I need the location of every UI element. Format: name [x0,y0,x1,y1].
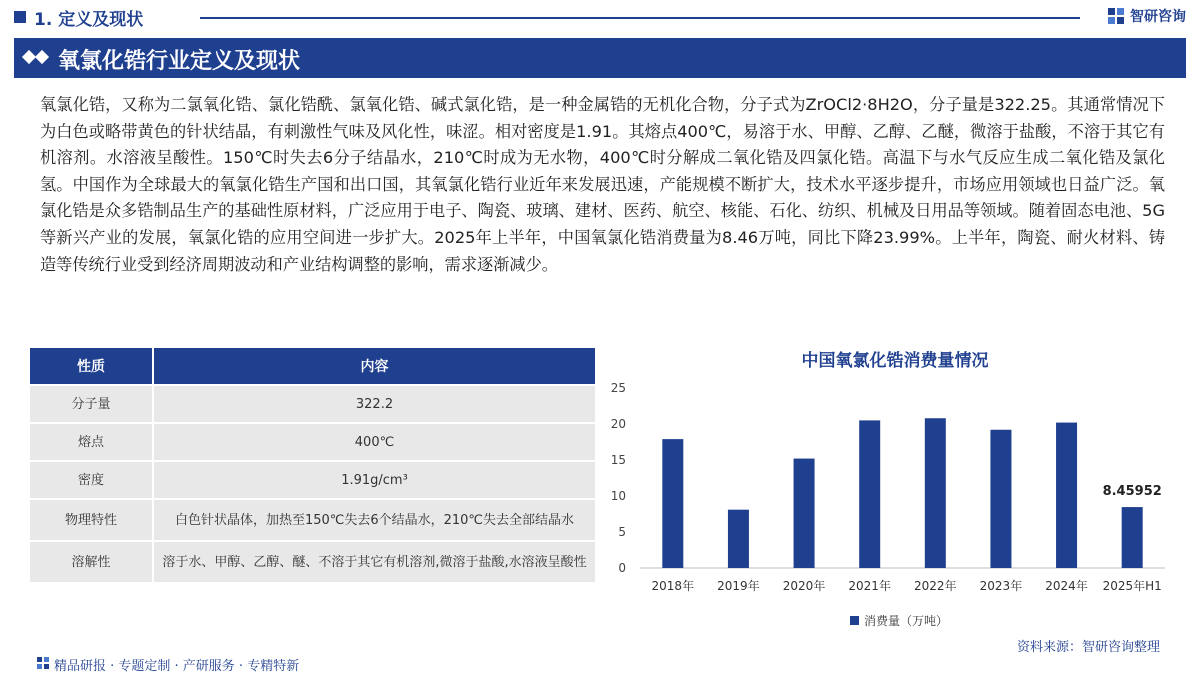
y-tick-label: 0 [618,561,626,575]
table-cell-content: 400℃ [153,423,595,461]
diamond-icon [35,50,49,64]
bar-2018年 [662,439,683,568]
y-tick-label: 5 [618,525,626,539]
x-tick-label: 2023年 [979,579,1023,593]
bar-2025年H1 [1122,507,1143,568]
x-tick-label: 2019年 [717,579,760,593]
brand [1107,6,1186,26]
bar-2020年 [794,459,815,568]
table-cell-property: 物理特性 [30,499,153,541]
x-tick-label: 2018年 [651,579,695,593]
table-cell-property: 熔点 [30,423,153,461]
table-header-content: 内容 [153,348,595,385]
x-tick-label: 2020年 [782,579,826,593]
legend-label: 消费量（万吨） [864,614,949,628]
table-row [30,461,595,499]
y-tick-label: 10 [610,489,626,503]
table-row [30,423,595,461]
chart-title: 中国氧氯化锆消费量情况 [801,351,989,371]
consumption-bar-chart [600,370,1180,610]
table-cell-content: 白色针状晶体，加热至150℃失去6个结晶水，210℃失去全部结晶水 [153,499,595,541]
bar-2024年 [1056,423,1077,568]
bar-2023年 [990,430,1011,568]
table-row [30,385,595,423]
x-tick-label: 2024年 [1045,579,1088,593]
legend-swatch [850,616,859,625]
table-row [30,541,595,582]
table-header-row [30,348,595,385]
y-tick-label: 25 [610,381,626,395]
table-cell-content: 1.91g/cm³ [153,461,595,499]
section-title: 1. 定义及现状 [34,10,144,30]
footer [0,652,1200,675]
table-cell-content: 322.2 [153,385,595,423]
x-tick-label: 2021年 [848,579,891,593]
properties-table [30,348,595,582]
table-cell-property: 分子量 [30,385,153,423]
y-tick-label: 15 [610,453,626,467]
header-square-icon [14,11,26,23]
table-cell-content: 溶于水、甲醇、乙醇、醚、不溶于其它有机溶剂,微溶于盐酸,水溶液呈酸性 [153,541,595,582]
source-note: 资料来源：智研咨询整理 [1016,640,1160,655]
brand-logo-icon [1107,7,1125,25]
table-header-property: 性质 [30,348,153,385]
top-header [0,0,1200,34]
chart-legend [850,612,948,629]
intro-paragraph: 氧氯化锆，又称为二氯氧化锆、氯化锆酰、氯氧化锆、碱式氯化锆，是一种金属锆的无机化合物，分子式为ZrOCl2·8H2O，分子量是322.25。其通常情况下为白色或略带黄色的针状结晶，有刺激性气味及风化性，味涩。相对密度是1.91。其熔点400℃，易溶于水、甲醇、乙醇、乙醚，微溶于盐酸，不溶于其它有机溶剂。水溶液呈酸性。150℃时失去6分子结晶水，210℃时成为无水物，400℃时分解成二氧化锆及四氯化锆。高温下与水气反应生成二氧化锆及氯化氢。中国作为全球最大的氧氯化锆生产国和出口国，其氧氯化锆行业近年来发展迅速，产能规模不断扩大，技术水平逐步提升，市场应用领域也日益广泛。氧氯化锆是众多锆制品生产的基础性原材料，广泛应用于电子、陶瓷、玻璃、建材、医药、航空、核能、石化、纺织、机械及日用品等领域。随着固态电池、5G等新兴产业的发展，氧氯化锆的应用空间进一步扩大。2025年上半年，中国氧氯化锆消费量为8.46万吨，同比下降23.99%。上半年，陶瓷、耐火材料、铸造等传统行业受到经济周期波动和产业结构调整的影响，需求逐渐减少。 [40,95,1165,274]
footer-tagline: 精品研报 · 专题定制 · 产研服务 · 专精特新 [54,659,300,674]
x-tick-label: 2022年 [914,579,957,593]
data-label: 8.45952 [1102,484,1162,500]
x-tick-label: 2025年H1 [1102,579,1162,593]
header-divider [200,17,1080,19]
table-cell-property: 密度 [30,461,153,499]
brand-name: 智研咨询 [1130,9,1186,25]
bar-2019年 [728,510,749,568]
section-banner [14,38,1186,78]
bar-2022年 [925,418,946,568]
footer-logo-icon [36,656,50,670]
y-tick-label: 20 [610,417,626,431]
table-cell-property: 溶解性 [30,541,153,582]
banner-title: 氧氯化锆行业定义及现状 [58,49,301,74]
bar-2021年 [859,420,880,568]
table-row [30,499,595,541]
